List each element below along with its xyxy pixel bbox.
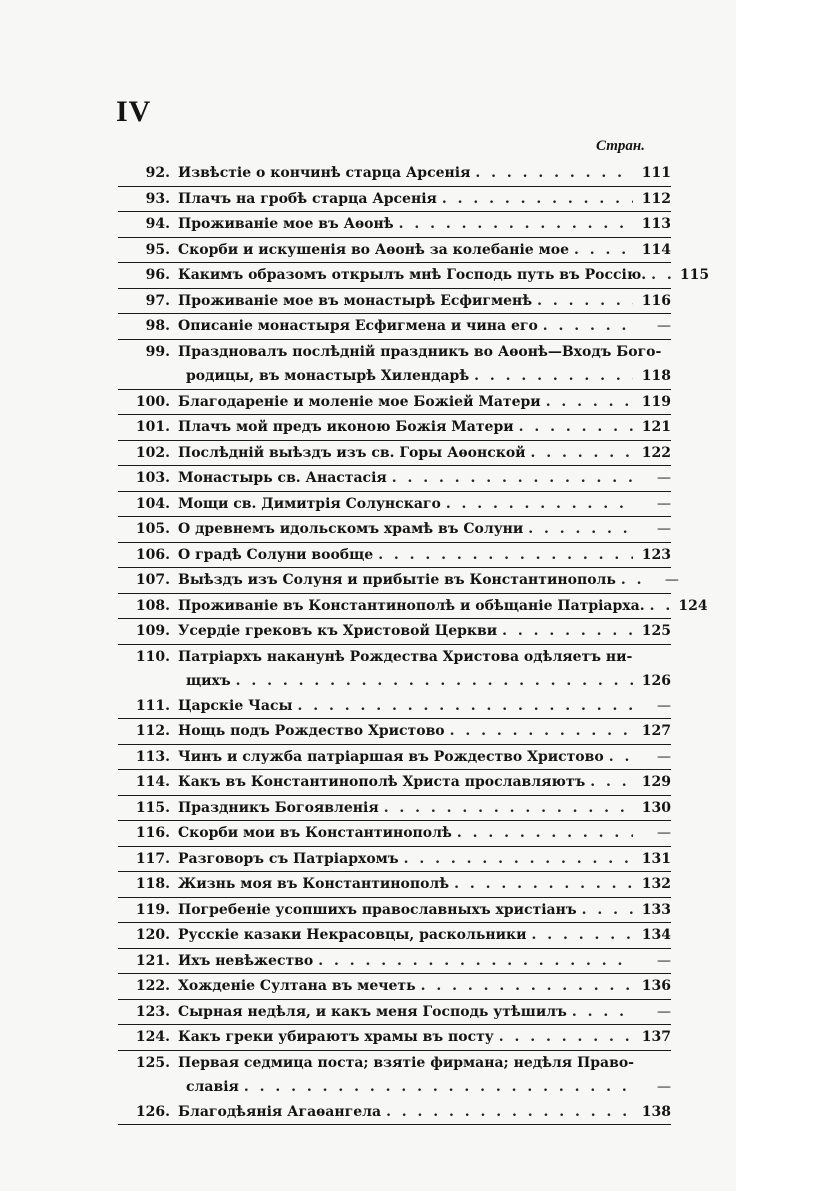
toc-entry <box>118 974 671 1000</box>
entry-page-number: 111 <box>641 165 671 181</box>
entry-number: 92. <box>145 165 170 181</box>
entry-title: Проживаніе мое въ монастырѣ Есфигменѣ <box>178 292 533 309</box>
entry-title: Проживаніе въ Константинополѣ и обѣщаніе Патріарха. <box>178 597 645 614</box>
entry-title-continuation: родицы, въ монастырѣ Хилендарѣ <box>186 368 470 384</box>
dot-leader <box>502 619 633 644</box>
page-number: IV <box>116 95 152 128</box>
toc-entry <box>118 1025 671 1051</box>
entry-title: Нощь подъ Рождество Христово <box>178 723 445 739</box>
toc-entry <box>118 517 671 543</box>
dot-leader <box>450 719 633 744</box>
dot-leader <box>621 568 641 593</box>
entry-page-number: — <box>657 825 671 841</box>
entry-title: Первая седмица поста; взятіе фирмана; недѣля Право- <box>178 1054 634 1071</box>
entry-number: 112. <box>135 723 170 739</box>
dot-leader <box>531 441 633 466</box>
entry-number: 103. <box>135 470 170 486</box>
entry-page-number: 112 <box>641 190 671 207</box>
dot-leader <box>650 594 670 619</box>
toc-entry <box>118 1100 671 1126</box>
toc-entry <box>118 770 671 796</box>
dot-leader <box>442 187 633 212</box>
toc-entry <box>118 1051 671 1100</box>
page-column-header: Стран. <box>596 138 645 154</box>
dot-leader <box>474 364 633 389</box>
entry-number: 109. <box>135 623 170 639</box>
entry-page-number: — <box>657 470 671 486</box>
toc-entry <box>118 694 671 720</box>
dot-leader <box>386 1100 633 1125</box>
dot-leader <box>590 770 633 795</box>
entry-page-number: 116 <box>641 292 671 309</box>
entry-title: О градѣ Солуни вообще <box>178 546 374 563</box>
dot-leader <box>318 949 633 974</box>
entry-number: 100. <box>135 393 170 410</box>
entry-number: 125. <box>135 1054 170 1071</box>
entry-title: Праздникъ Богоявленія <box>178 799 379 816</box>
entry-page-number: — <box>657 697 671 714</box>
entry-number: 116. <box>135 825 170 841</box>
entry-number: 93. <box>145 190 170 207</box>
toc-entry <box>118 872 671 898</box>
entry-title: Описаніе монастыря Есфигмена и чина его <box>178 318 538 334</box>
entry-number: 121. <box>135 952 170 969</box>
entry-number: 108. <box>135 597 170 614</box>
entry-page-number: 113 <box>641 216 671 232</box>
entry-page-number: 125 <box>641 623 671 639</box>
toc-entry <box>118 645 671 694</box>
dot-leader <box>528 517 633 542</box>
entry-page-number: 137 <box>641 1029 671 1045</box>
entry-page-number: — <box>657 495 671 512</box>
dot-leader <box>384 796 633 821</box>
table-of-contents <box>118 161 710 1125</box>
entry-title: Праздновалъ послѣдній праздникъ во Аѳонѣ—Входъ Бого- <box>178 343 662 360</box>
entry-number: 114. <box>135 774 170 790</box>
entry-title: Благодареніе и моленіе мое Божіей Матери <box>178 393 541 410</box>
dot-leader <box>574 238 633 263</box>
toc-entry <box>118 263 710 289</box>
entry-title: Скорби и искушенія во Аѳонѣ за колебаніе мое <box>178 241 569 258</box>
entry-number: 120. <box>135 927 170 943</box>
entry-title: Русскіе казаки Некрасовцы, раскольники <box>178 927 527 943</box>
entry-number: 105. <box>135 521 170 537</box>
entry-title: Хожденіе Султана въ мечеть <box>178 978 416 994</box>
dot-leader <box>499 1025 633 1050</box>
toc-entry <box>118 847 671 873</box>
entry-title: Извѣстіе о кончинѣ старца Арсенія <box>178 165 471 181</box>
dot-leader <box>543 314 633 339</box>
entry-title: Скорби мои въ Константинополѣ <box>178 825 452 841</box>
entry-title: Разговоръ съ Патріархомъ <box>178 850 399 867</box>
entry-title: Чинъ и служба патріаршая въ Рождество Христово <box>178 748 604 765</box>
toc-entry <box>118 796 671 822</box>
toc-entry <box>118 821 671 847</box>
toc-entry <box>118 390 671 416</box>
toc-entry <box>118 238 671 264</box>
entry-page-number: 136 <box>641 978 671 994</box>
dot-leader <box>392 466 633 491</box>
toc-entry <box>118 745 671 771</box>
toc-entry <box>118 1000 671 1026</box>
entry-number: 96. <box>145 267 170 283</box>
dot-leader <box>475 161 633 186</box>
entry-title: Усердіе грековъ къ Христовой Церкви <box>178 623 498 639</box>
entry-number: 118. <box>135 876 170 892</box>
toc-entry <box>118 898 671 924</box>
entry-page-number: — <box>657 1003 671 1020</box>
entry-number: 124. <box>135 1029 170 1045</box>
entry-page-number: 132 <box>641 876 671 892</box>
entry-number: 111. <box>135 697 170 714</box>
entry-title: Благодѣянія Агаѳангела <box>178 1103 382 1120</box>
dot-leader <box>236 669 633 694</box>
entry-number: 107. <box>135 572 170 588</box>
entry-page-number: 129 <box>641 774 671 790</box>
toc-entry <box>118 949 671 975</box>
entry-title: Проживаніе мое въ Аѳонѣ <box>178 216 394 232</box>
toc-entry <box>118 466 671 492</box>
toc-entry <box>118 568 679 594</box>
entry-page-number: 124 <box>678 597 708 614</box>
toc-entry <box>118 187 671 213</box>
entry-number: 106. <box>135 546 170 563</box>
entry-title: Какимъ образомъ открылъ мнѣ Господь путь въ Россію. <box>178 267 647 283</box>
entry-title: Царскіе Часы <box>178 697 293 714</box>
toc-entry <box>118 619 671 645</box>
entry-number: 115. <box>135 799 170 816</box>
dot-leader <box>421 974 633 999</box>
entry-page-number: — <box>664 572 679 588</box>
toc-entry <box>118 415 671 441</box>
entry-number: 95. <box>145 241 170 258</box>
entry-title: О древнемъ идольскомъ храмѣ въ Солуни <box>178 521 524 537</box>
toc-entry <box>118 923 671 949</box>
entry-number: 102. <box>135 444 170 461</box>
entry-page-number: — <box>657 952 671 969</box>
entry-number: 97. <box>145 292 170 309</box>
entry-page-number: — <box>657 318 671 334</box>
entry-number: 113. <box>135 748 170 765</box>
toc-entry <box>118 161 671 187</box>
entry-title: Послѣдній выѣздъ изъ св. Горы Аѳонской <box>178 444 526 461</box>
entry-page-number: 122 <box>641 444 671 461</box>
dot-leader <box>454 872 633 897</box>
entry-title: Жизнь моя въ Константинополѣ <box>178 876 450 892</box>
toc-entry <box>118 594 708 620</box>
entry-number: 110. <box>135 648 170 665</box>
dot-leader <box>446 492 633 517</box>
entry-number: 94. <box>145 216 170 232</box>
entry-number: 98. <box>145 318 170 334</box>
toc-entry <box>118 441 671 467</box>
entry-page-number: 131 <box>641 850 671 867</box>
entry-page-number: — <box>657 1079 671 1095</box>
entry-title: Какъ въ Константинополѣ Христа прославляютъ <box>178 774 586 790</box>
entry-number: 101. <box>135 419 170 435</box>
entry-page-number: 138 <box>641 1103 671 1120</box>
entry-page-number: 121 <box>641 419 671 435</box>
dot-leader <box>399 212 633 237</box>
dot-leader <box>298 694 633 719</box>
entry-title: Патріархъ наканунѣ Рождества Христова одѣляетъ ни- <box>178 648 633 665</box>
dot-leader <box>537 289 633 314</box>
toc-entry <box>118 719 671 745</box>
entry-number: 117. <box>135 850 170 867</box>
entry-page-number: 130 <box>641 799 671 816</box>
entry-number: 126. <box>135 1103 170 1120</box>
entry-page-number: 119 <box>641 393 671 410</box>
toc-entry <box>118 289 671 315</box>
entry-title: Монастырь св. Анастасія <box>178 470 387 486</box>
dot-leader <box>244 1075 633 1100</box>
entry-page-number: — <box>657 748 671 765</box>
entry-number: 119. <box>135 901 170 918</box>
entry-title: Сырная недѣля, и какъ меня Господь утѣшилъ <box>178 1003 567 1020</box>
dot-leader <box>378 543 633 568</box>
dot-leader <box>546 390 633 415</box>
dot-leader <box>519 415 633 440</box>
entry-number: 123. <box>135 1003 170 1020</box>
entry-page-number: 133 <box>641 901 671 918</box>
dot-leader <box>404 847 633 872</box>
entry-page-number: 134 <box>641 927 671 943</box>
entry-page-number: — <box>657 521 671 537</box>
entry-number: 104. <box>135 495 170 512</box>
entry-number: 99. <box>145 343 170 360</box>
entry-page-number: 123 <box>641 546 671 563</box>
entry-title: Погребеніе усопшихъ православныхъ христіанъ <box>178 901 577 918</box>
entry-page-number: 126 <box>641 673 671 689</box>
entry-title: Мощи св. Димитрія Солунскаго <box>178 495 441 512</box>
entry-page-number: 114 <box>641 241 671 258</box>
dot-leader <box>457 821 633 846</box>
entry-title-continuation: щихъ <box>186 673 231 689</box>
entry-title: Ихъ невѣжество <box>178 952 314 969</box>
entry-title: Выѣздъ изъ Солуня и прибытіе въ Константинополь <box>178 572 616 588</box>
toc-entry <box>118 492 671 518</box>
entry-page-number: 115 <box>679 267 710 283</box>
toc-entry <box>118 212 671 238</box>
dot-leader <box>572 1000 633 1025</box>
entry-page-number: 127 <box>641 723 671 739</box>
entry-page-number: 118 <box>641 368 671 384</box>
dot-leader <box>531 923 633 948</box>
dot-leader <box>582 898 633 923</box>
toc-entry <box>118 314 671 340</box>
dot-leader <box>609 745 633 770</box>
toc-entry <box>118 340 671 390</box>
dot-leader <box>651 263 671 288</box>
entry-number: 122. <box>135 978 170 994</box>
entry-title: Плачъ мой предъ иконою Божія Матери <box>178 419 514 435</box>
entry-title: Какъ греки убираютъ храмы въ посту <box>178 1029 494 1045</box>
toc-entry <box>118 543 671 569</box>
entry-title: Плачъ на гробѣ старца Арсенія <box>178 190 437 207</box>
entry-title-continuation: славія <box>186 1079 239 1095</box>
